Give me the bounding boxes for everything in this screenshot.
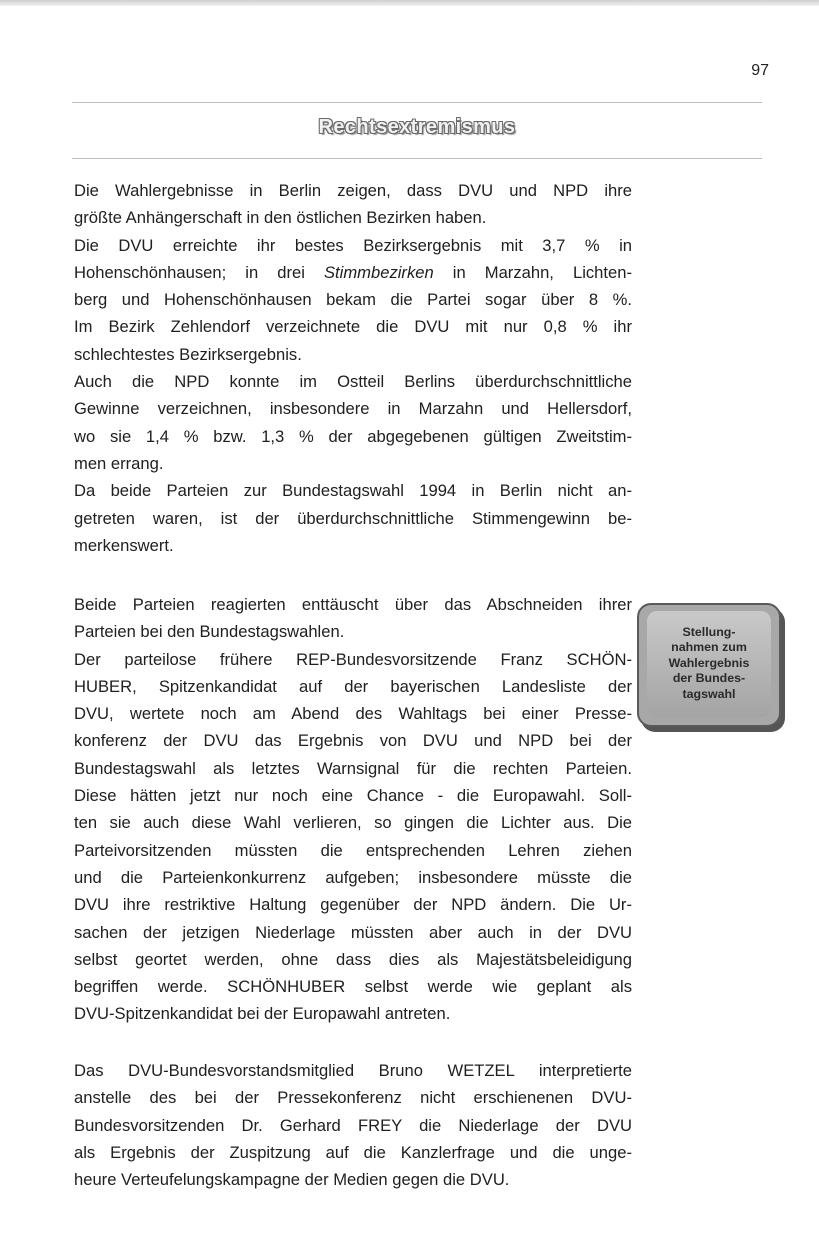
text-line: Parteivorsitzenden müssten die entsprechenden Lehren ziehen — [74, 840, 632, 860]
text-line: DVU ihre restriktive Haltung gegenüber der NPD ändern. Die Ur- — [74, 895, 632, 915]
margin-note-line: nahmen zum — [671, 640, 747, 655]
text-line: heure Verteufelungskampagne der Medien gegen die DVU. — [74, 1170, 510, 1190]
text-line: Das DVU-Bundesvorstandsmitglied Bruno WETZEL interpretierte — [74, 1061, 632, 1080]
text-line: schlechtestes Bezirksergebnis. — [74, 344, 302, 364]
header-rule-top — [72, 102, 762, 103]
text-line: Diese hätten jetzt nur noch eine Chance - die Europawahl. Soll- — [74, 786, 632, 806]
margin-note-line: Stellung- — [682, 625, 736, 639]
text-line: DVU, wertete noch am Abend des Wahltags bei einer Presse- — [74, 704, 632, 724]
text-line: berg und Hohenschönhausen bekam die Partei sogar über 8 %. — [74, 290, 632, 310]
text-line: Bundesvorsitzenden Dr. Gerhard FREY die Niederlage der DVU — [74, 1115, 632, 1135]
text-line: getreten waren, ist der überdurchschnittliche Stimmengewinn be- — [74, 508, 632, 528]
page-number: 97 — [751, 62, 769, 79]
margin-note-box — [637, 603, 781, 727]
paragraph-party-reactions — [74, 591, 632, 1028]
text-line: DVU-Spitzenkandidat bei der Europawahl antreten. — [74, 1004, 451, 1024]
text-line: Auch die NPD konnte im Ostteil Berlins überdurchschnittliche — [74, 372, 632, 392]
text-line: Bundestagswahl als letztes Warnsignal für die rechten Parteien. — [74, 758, 632, 778]
header-rule-bottom — [72, 158, 762, 159]
text-line: größte Anhängerschaft in den östlichen Bezirken haben. — [74, 208, 487, 228]
scan-top-edge — [0, 0, 819, 6]
text-line: selbst geortet werden, ohne dass dies als Majestätsbeleidigung — [74, 949, 632, 969]
text-line: wo sie 1,4 % bzw. 1,3 % der abgegebenen gültigen Zweitstim- — [74, 426, 632, 446]
margin-note-line: tagswahl — [682, 686, 736, 701]
margin-note-text — [647, 625, 771, 702]
text-line: HUBER, Spitzenkandidat auf der bayerischen Landesliste der — [74, 676, 632, 696]
text-line: Im Bezirk Zehlendorf verzeichnete die DVU mit nur 0,8 % ihr — [74, 317, 632, 337]
text-line: men errang. — [74, 453, 164, 473]
text-line: Der parteilose frühere REP-Bundesvorsitzende Franz SCHÖN- — [74, 649, 632, 669]
text-line: und die Parteienkonkurrenz aufgeben; insbesondere müsste die — [74, 867, 632, 887]
text-line: Die DVU erreichte ihr bestes Bezirksergebnis mit 3,7 % in — [74, 235, 632, 255]
paragraph-election-results-berlin — [74, 177, 632, 559]
text-line: konferenz der DVU das Ergebnis von DVU und NPD bei der — [74, 731, 632, 751]
section-title: Rechtsextremismus — [318, 116, 516, 138]
text-line: Beide Parteien reagierten enttäuscht über das Abschneiden ihrer — [74, 595, 632, 614]
text-line: sachen der jetzigen Niederlage müssten aber auch in der DVU — [74, 922, 632, 942]
text-line: als Ergebnis der Zuspitzung auf die Kanzlerfrage und die unge- — [74, 1142, 632, 1162]
text-line: begriffen werde. SCHÖNHUBER selbst werde wie geplant als — [74, 977, 632, 997]
text-line: merkenswert. — [74, 535, 174, 555]
text-line: Gewinne verzeichnen, insbesondere in Marzahn und Hellersdorf, — [74, 399, 632, 419]
text-line: Parteien bei den Bundestagswahlen. — [74, 622, 345, 642]
margin-note-inner — [647, 611, 771, 717]
text-line: Die Wahlergebnisse in Berlin zeigen, dass DVU und NPD ihre — [74, 181, 632, 200]
paragraph-wetzel-statement — [74, 1057, 632, 1193]
text-line: Hohenschönhausen; in drei Stimmbezirken in Marzahn, Lichten- — [74, 262, 632, 282]
margin-note-line: Wahlergebnis — [668, 655, 750, 670]
text-line: anstelle des bei der Pressekonferenz nicht erschienenen DVU- — [74, 1088, 632, 1108]
text-line: ten sie auch diese Wahl verlieren, so gingen die Lichter aus. Die — [74, 813, 632, 833]
margin-note-line: der Bundes- — [672, 671, 746, 686]
text-line: Da beide Parteien zur Bundestagswahl 1994 in Berlin nicht an- — [74, 481, 632, 501]
